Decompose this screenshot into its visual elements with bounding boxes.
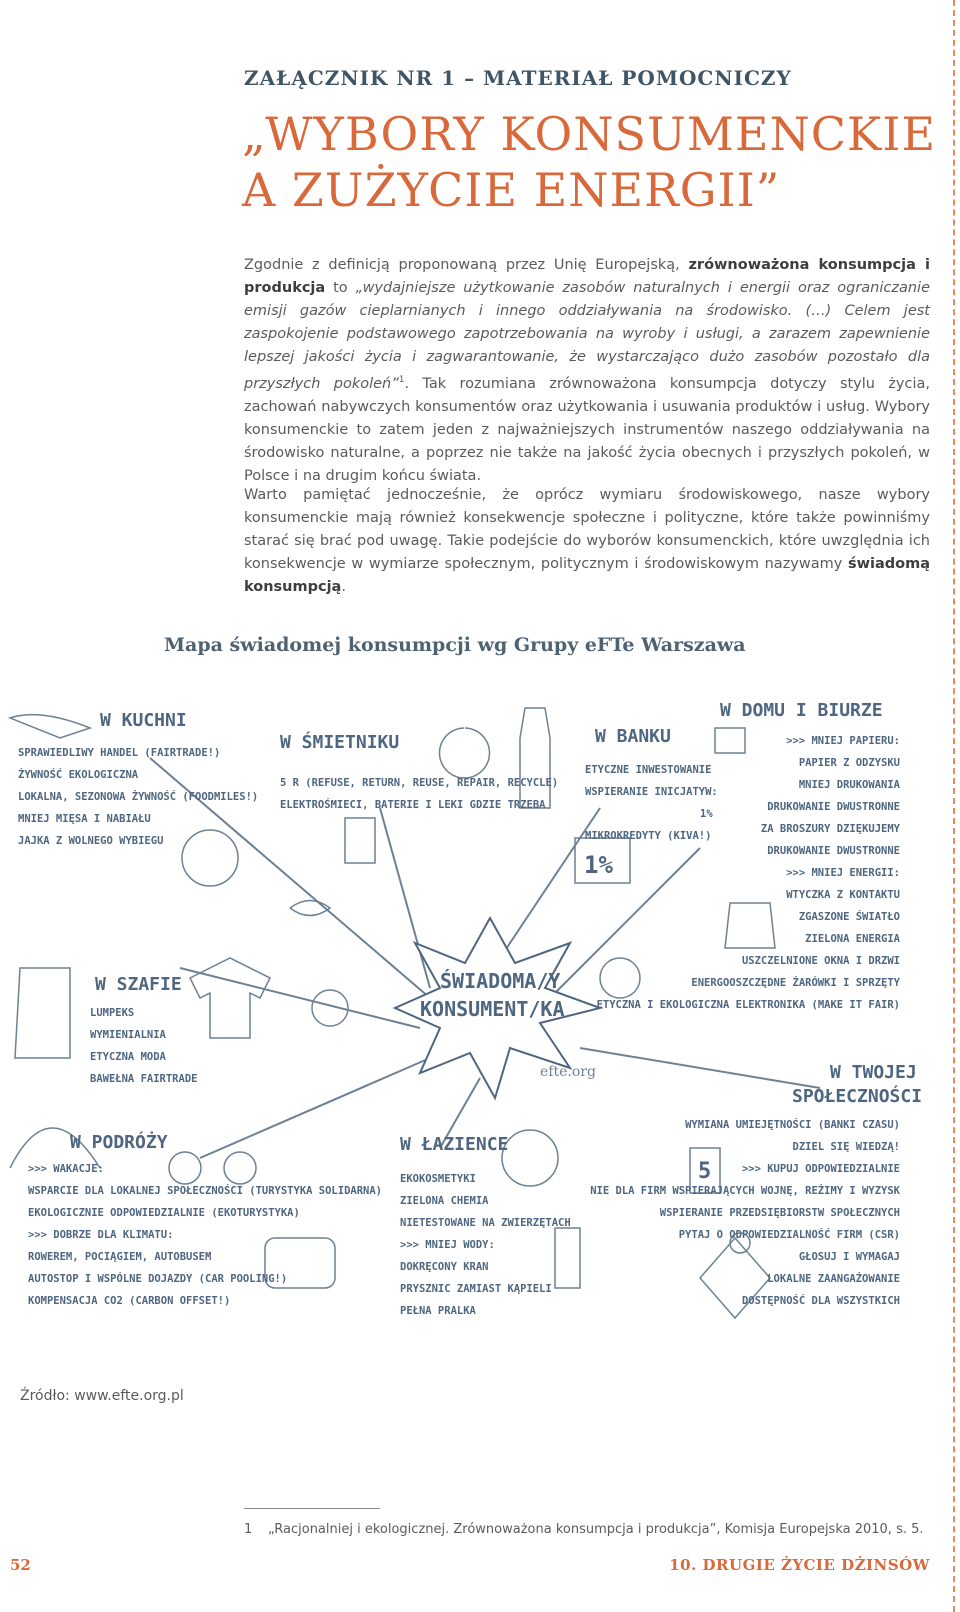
percent-box-text: 1% [584, 851, 613, 879]
kuchnia-heading: W KUCHNI [100, 710, 187, 731]
bank-item: WSPIERANIE INICJATYW: [585, 786, 718, 798]
spolecznosc-item: >>> KUPUJ ODPOWIEDZIALNIE [741, 1163, 900, 1175]
spolecznosc-heading-1: W TWOJEJ [830, 1062, 917, 1083]
spolecznosc-item: PYTAJ O ODPOWIEDZIALNOŚĆ FIRM (CSR) [678, 1229, 900, 1241]
para1-text-b: to [325, 280, 356, 296]
running-footer: 10. DRUGIE ŻYCIE DŻINSÓW [669, 1556, 930, 1574]
spolecznosc-item: LOKALNE ZAANGAŻOWANIE [767, 1273, 900, 1285]
consumption-map [0, 698, 940, 1348]
lazienka-item: ZIELONA CHEMIA [400, 1195, 489, 1207]
washing-machine-icon [502, 1130, 558, 1186]
dom-item: >>> MNIEJ ENERGII: [786, 867, 900, 879]
arrow-podroze [200, 1058, 430, 1158]
dom-item: ZIELONA ENERGIA [805, 933, 900, 945]
lazienka-item: NIETESTOWANE NA ZWIERZĘTACH [400, 1217, 571, 1229]
para1-text-c: . Tak rozumiana zrównoważona konsumpcja dotyczy stylu życia, zachowań nabywczych konsumentów oraz użytkowania i usuwania produktów i usług. Wybory konsumenckie to zatem jeden z najważniejszych instrumentów naszego oddziaływania na środowisko naturalne, a poprzez nie także na jakość życia obecnych i przyszłych pokoleń, w Polsce i na drugim końcu świata. [244, 375, 930, 484]
spolecznosc-item: WYMIANA UMIEJĘTNOŚCI (BANKI CZASU) [685, 1119, 900, 1131]
footnote-ref[interactable]: 1 [398, 375, 405, 385]
spolecznosc-item: DZIEL SIĘ WIEDZĄ! [792, 1141, 900, 1153]
bottle-icon [555, 1228, 580, 1288]
dom-item: USZCZELNIONE OKNA I DRZWI [741, 955, 900, 967]
spolecznosc-item: DOSTĘPNOŚĆ DLA WSZYSTKICH [741, 1295, 900, 1307]
dom-item: ZGASZONE ŚWIATŁO [798, 911, 900, 923]
lazienka-item: PEŁNA PRALKA [400, 1305, 476, 1317]
bank-item: MIKROKREDYTY (KIVA!) [585, 830, 712, 842]
podroze-heading: W PODRÓŻY [70, 1132, 168, 1153]
szafa-item: LUMPEKS [90, 1007, 135, 1019]
page-edge-dashed-line [953, 0, 955, 1612]
arrow-spolecznosc [580, 1048, 820, 1088]
tree-icon [600, 958, 640, 998]
podroze-item: EKOLOGICZNIE ODPOWIEDZIALNIE (EKOTURYSTYKA) [28, 1207, 300, 1219]
szafa-heading: W SZAFIE [95, 974, 182, 995]
stump-icon [725, 903, 775, 948]
podroze-item: >>> DOBRZE DLA KLIMATU: [28, 1229, 174, 1241]
annex-label: ZAŁĄCZNIK NR 1 – MATERIAŁ POMOCNICZY [244, 66, 792, 90]
second-paragraph [244, 484, 930, 599]
center-line-1: ŚWIADOMA/Y [440, 969, 561, 993]
footnote-number: 1 [244, 1522, 253, 1537]
spolecznosc-heading-2: SPOŁECZNOŚCI [792, 1086, 923, 1107]
dom-item: MNIEJ DRUKOWANIA [798, 779, 900, 791]
recycle-icon [439, 728, 489, 778]
calendar-icon-text: 5 [698, 1159, 712, 1184]
page-number: 52 [10, 1556, 31, 1574]
map-title: Mapa świadomej konsumpcji wg Grupy eFTe Warszawa [164, 634, 746, 656]
footnote-divider [244, 1508, 380, 1509]
smietnik-item: 5 R (REFUSE, RETURN, REUSE, REPAIR, RECYCLE) [280, 777, 559, 789]
bank-item: ETYCZNE INWESTOWANIE [585, 764, 712, 776]
bicycle-wheel-icon [169, 1152, 201, 1184]
dom-item: WTYCZKA Z KONTAKTU [786, 889, 900, 901]
podroze-item: AUTOSTOP I WSPÓLNE DOJAZDY (CAR POOLING!) [28, 1273, 288, 1285]
mug-icon [182, 830, 238, 886]
dom-item: PAPIER Z ODZYSKU [798, 757, 900, 769]
kuchnia-item: SPRAWIEDLIWY HANDEL (FAIRTRADE!) [18, 747, 221, 759]
lazienka-item: >>> MNIEJ WODY: [400, 1239, 495, 1251]
source-line: Źródło: www.efte.org.pl [20, 1388, 184, 1404]
dom-item: DRUKOWANIE DWUSTRONNE [767, 801, 900, 813]
lazienka-item: DOKRĘCONY KRAN [400, 1261, 489, 1273]
bank-heading: W BANKU [595, 726, 671, 747]
spolecznosc-item: WSPIERANIE PRZEDSIĘBIORSTW SPOŁECZNYCH [659, 1207, 900, 1219]
title-line-1: „WYBORY KONSUMENCKIE [242, 107, 937, 161]
footnote [244, 1522, 924, 1537]
kuchnia-item: JAJKA Z WOLNEGO WYBIEGU [18, 835, 164, 847]
szafa-item: ETYCZNA MODA [90, 1051, 166, 1063]
shirt-icon [190, 958, 270, 1038]
smietnik-item: ELEKTROŚMIECI, BATERIE I LEKI GDZIE TRZEBA [280, 799, 546, 811]
bicycle-wheel-icon-2 [224, 1152, 256, 1184]
para1-bold: zrównoważona konsumpcja i produkcja [244, 257, 930, 296]
dress-icon [15, 968, 70, 1058]
dom-item: ETYCZNA I EKOLOGICZNA ELEKTRONIKA (MAKE IT FAIR) [596, 999, 900, 1011]
para2-bold: świadomą konsumpcją [244, 556, 930, 595]
dom-heading: W DOMU I BIURZE [720, 700, 883, 721]
szafa-item: BAWEŁNA FAIRTRADE [90, 1073, 198, 1085]
title-line-2: A ZUŻYCIE ENERGII” [242, 163, 781, 217]
arrow-dom [550, 848, 700, 998]
para2-text-a: Warto pamiętać jednocześnie, że oprócz wymiaru środowiskowego, nasze wybory konsumenckie mają również konsekwencje społeczne i polityczne, które także powinniśmy starać się brać pod uwagę. Takie podejście do wyborów konsumenckich, które uwzględnia ich konsekwencje w wymiarze społecznym, politycznym i środowiskowym nazywamy [244, 487, 930, 572]
center-line-2: KONSUMENT/KA [420, 997, 565, 1021]
lazienka-item: PRYSZNIC ZAMIAST KĄPIELI [400, 1283, 552, 1295]
podroze-item: KOMPENSACJA CO2 (CARBON OFFSET!) [28, 1295, 231, 1307]
milk-bottle-icon [520, 708, 550, 808]
footnote-text: „Racjonalniej i ekologicznej. Zrównoważona konsumpcja i produkcja”, Komisja Europejska 2010, s. 5. [268, 1522, 924, 1537]
bank-item: 1% [700, 808, 713, 820]
arrow-szafa [180, 968, 420, 1028]
dom-item: DRUKOWANIE DWUSTRONNE [767, 845, 900, 857]
spolecznosc-item: NIE DLA FIRM WSPIERAJĄCYCH WOJNĘ, REŻIMY I WYZYSK [590, 1185, 900, 1197]
smietnik-heading: W ŚMIETNIKU [280, 732, 400, 753]
lazienka-heading: W ŁAZIENCE [400, 1134, 509, 1155]
podroze-item: >>> WAKACJE: [28, 1163, 104, 1175]
dom-item: ENERGOOSZCZĘDNE ŻARÓWKI I SPRZĘTY [691, 977, 900, 989]
intro-paragraph [244, 254, 930, 488]
spolecznosc-item: GŁOSUJ I WYMAGAJ [798, 1251, 900, 1263]
trash-bin-icon [345, 818, 375, 863]
dom-item: ZA BROSZURY DZIĘKUJEMY [760, 823, 900, 835]
szafa-item: WYMIENIALNIA [90, 1029, 166, 1041]
efte-logo: efte.org [540, 1064, 596, 1080]
socket-icon [715, 728, 745, 753]
podroze-item: WSPARCIE DLA LOKALNEJ SPOŁECZNOŚCI (TURYSTYKA SOLIDARNA) [28, 1185, 383, 1197]
podroze-item: ROWEREM, POCIĄGIEM, AUTOBUSEM [28, 1251, 212, 1263]
para1-text-a: Zgodnie z definicją proponowaną przez Unię Europejską, [244, 257, 689, 273]
lazienka-item: EKOKOSMETYKI [400, 1173, 476, 1185]
kuchnia-item: MNIEJ MIĘSA I NABIAŁU [18, 813, 151, 825]
para1-quote: „wydajniejsze użytkowanie zasobów naturalnych i energii oraz ograniczanie emisji gazów cieplarnianych i innego oddziaływania na środowisko. (…) Celem jest zaspokojenie podstawowego zapotrzebowania na wyroby i usługi, a zarazem zapewnienie lepszej jakości życia i zagwarantowanie, że wystarczająco dużo zasobów pozostało dla przyszłych pokoleń” [244, 280, 930, 392]
kuchnia-item: LOKALNA, SEZONOWA ŻYWNOŚĆ (FOODMILES!) [18, 791, 259, 803]
dom-item: >>> MNIEJ PAPIERU: [786, 735, 900, 747]
carrot-icon [10, 715, 90, 738]
page-title [242, 106, 936, 218]
para2-text-b: . [341, 579, 346, 595]
kuchnia-item: ŻYWNOŚĆ EKOLOGICZNA [18, 769, 139, 781]
